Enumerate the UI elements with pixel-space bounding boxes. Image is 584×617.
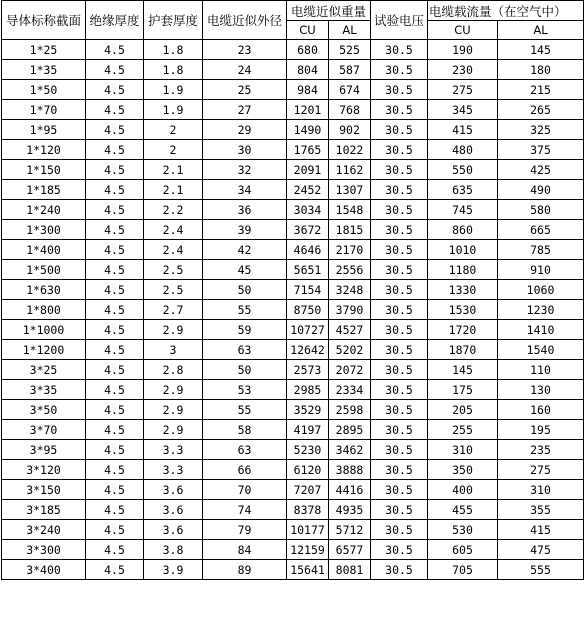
conductor-cell: 1*95 <box>2 120 86 140</box>
insulation-cell: 4.5 <box>86 360 144 380</box>
ampacity-cu-cell: 705 <box>428 560 498 580</box>
table-row <box>2 460 584 480</box>
outer-diameter-cell: 70 <box>203 480 287 500</box>
sheath-cell: 3.8 <box>144 540 203 560</box>
ampacity-cu-cell: 605 <box>428 540 498 560</box>
conductor-cell: 1*50 <box>2 80 86 100</box>
insulation-cell: 4.5 <box>86 320 144 340</box>
outer-diameter-cell: 59 <box>203 320 287 340</box>
ampacity-cu-cell: 1330 <box>428 280 498 300</box>
insulation-cell: 4.5 <box>86 120 144 140</box>
test-voltage-cell: 30.5 <box>371 180 428 200</box>
table-row <box>2 140 584 160</box>
weight-cu-cell: 2452 <box>287 180 329 200</box>
ampacity-al-cell: 180 <box>498 60 584 80</box>
weight-cu-cell: 7154 <box>287 280 329 300</box>
insulation-cell: 4.5 <box>86 480 144 500</box>
insulation-cell: 4.5 <box>86 100 144 120</box>
weight-al-cell: 4527 <box>329 320 371 340</box>
test-voltage-cell: 30.5 <box>371 420 428 440</box>
outer-diameter-cell: 32 <box>203 160 287 180</box>
table-row <box>2 40 584 60</box>
weight-cu-cell: 1765 <box>287 140 329 160</box>
test-voltage-cell: 30.5 <box>371 160 428 180</box>
insulation-cell: 4.5 <box>86 40 144 60</box>
conductor-cell: 3*120 <box>2 460 86 480</box>
weight-al-cell: 4416 <box>329 480 371 500</box>
ampacity-al-cell: 145 <box>498 40 584 60</box>
sheath-cell: 2 <box>144 140 203 160</box>
outer-diameter-cell: 74 <box>203 500 287 520</box>
ampacity-cu-cell: 480 <box>428 140 498 160</box>
sheath-cell: 2.2 <box>144 200 203 220</box>
table-row <box>2 240 584 260</box>
table-row <box>2 380 584 400</box>
sheath-cell: 1.8 <box>144 40 203 60</box>
weight-cu-cell: 1201 <box>287 100 329 120</box>
outer-diameter-cell: 42 <box>203 240 287 260</box>
weight-al-cell: 2072 <box>329 360 371 380</box>
outer-diameter-cell: 50 <box>203 360 287 380</box>
test-voltage-cell: 30.5 <box>371 300 428 320</box>
sheath-cell: 1.9 <box>144 80 203 100</box>
insulation-cell: 4.5 <box>86 160 144 180</box>
insulation-cell: 4.5 <box>86 140 144 160</box>
outer-diameter-cell: 34 <box>203 180 287 200</box>
weight-cu-cell: 10177 <box>287 520 329 540</box>
outer-diameter-cell: 55 <box>203 300 287 320</box>
conductor-cell: 1*800 <box>2 300 86 320</box>
table-row <box>2 280 584 300</box>
weight-cu-cell: 804 <box>287 60 329 80</box>
sheath-cell: 2.5 <box>144 280 203 300</box>
weight-cu-cell: 4646 <box>287 240 329 260</box>
table-row <box>2 500 584 520</box>
conductor-cell: 3*25 <box>2 360 86 380</box>
ampacity-al-cell: 665 <box>498 220 584 240</box>
test-voltage-cell: 30.5 <box>371 520 428 540</box>
header-ampacity-al: AL <box>498 21 584 40</box>
test-voltage-cell: 30.5 <box>371 140 428 160</box>
ampacity-cu-cell: 1180 <box>428 260 498 280</box>
table-row <box>2 160 584 180</box>
insulation-cell: 4.5 <box>86 240 144 260</box>
outer-diameter-cell: 30 <box>203 140 287 160</box>
sheath-cell: 1.9 <box>144 100 203 120</box>
insulation-cell: 4.5 <box>86 80 144 100</box>
header-weight-cu: CU <box>287 21 329 40</box>
test-voltage-cell: 30.5 <box>371 120 428 140</box>
outer-diameter-cell: 45 <box>203 260 287 280</box>
table-row <box>2 540 584 560</box>
outer-diameter-cell: 50 <box>203 280 287 300</box>
outer-diameter-cell: 53 <box>203 380 287 400</box>
outer-diameter-cell: 55 <box>203 400 287 420</box>
weight-al-cell: 674 <box>329 80 371 100</box>
conductor-cell: 3*185 <box>2 500 86 520</box>
ampacity-cu-cell: 455 <box>428 500 498 520</box>
weight-al-cell: 2556 <box>329 260 371 280</box>
ampacity-al-cell: 555 <box>498 560 584 580</box>
test-voltage-cell: 30.5 <box>371 60 428 80</box>
weight-al-cell: 6577 <box>329 540 371 560</box>
insulation-cell: 4.5 <box>86 440 144 460</box>
weight-al-cell: 1815 <box>329 220 371 240</box>
test-voltage-cell: 30.5 <box>371 320 428 340</box>
ampacity-al-cell: 265 <box>498 100 584 120</box>
weight-cu-cell: 1490 <box>287 120 329 140</box>
header-test-voltage: 试验电压 <box>371 1 428 40</box>
outer-diameter-cell: 89 <box>203 560 287 580</box>
ampacity-cu-cell: 345 <box>428 100 498 120</box>
ampacity-cu-cell: 255 <box>428 420 498 440</box>
conductor-cell: 1*500 <box>2 260 86 280</box>
conductor-cell: 3*95 <box>2 440 86 460</box>
conductor-cell: 1*35 <box>2 60 86 80</box>
outer-diameter-cell: 84 <box>203 540 287 560</box>
ampacity-cu-cell: 1010 <box>428 240 498 260</box>
insulation-cell: 4.5 <box>86 540 144 560</box>
table-row <box>2 440 584 460</box>
weight-cu-cell: 4197 <box>287 420 329 440</box>
insulation-cell: 4.5 <box>86 280 144 300</box>
ampacity-cu-cell: 745 <box>428 200 498 220</box>
ampacity-cu-cell: 230 <box>428 60 498 80</box>
sheath-cell: 2.1 <box>144 160 203 180</box>
conductor-cell: 1*300 <box>2 220 86 240</box>
table-row <box>2 180 584 200</box>
ampacity-al-cell: 415 <box>498 520 584 540</box>
insulation-cell: 4.5 <box>86 420 144 440</box>
ampacity-cu-cell: 1870 <box>428 340 498 360</box>
insulation-cell: 4.5 <box>86 380 144 400</box>
weight-al-cell: 5202 <box>329 340 371 360</box>
table-row <box>2 120 584 140</box>
table-row <box>2 480 584 500</box>
ampacity-al-cell: 130 <box>498 380 584 400</box>
weight-al-cell: 1162 <box>329 160 371 180</box>
insulation-cell: 4.5 <box>86 400 144 420</box>
conductor-cell: 3*400 <box>2 560 86 580</box>
ampacity-al-cell: 425 <box>498 160 584 180</box>
ampacity-cu-cell: 860 <box>428 220 498 240</box>
weight-al-cell: 1022 <box>329 140 371 160</box>
weight-cu-cell: 8378 <box>287 500 329 520</box>
conductor-cell: 1*120 <box>2 140 86 160</box>
ampacity-al-cell: 490 <box>498 180 584 200</box>
ampacity-cu-cell: 350 <box>428 460 498 480</box>
sheath-cell: 3.9 <box>144 560 203 580</box>
weight-al-cell: 3790 <box>329 300 371 320</box>
ampacity-al-cell: 160 <box>498 400 584 420</box>
table-row <box>2 340 584 360</box>
insulation-cell: 4.5 <box>86 300 144 320</box>
test-voltage-cell: 30.5 <box>371 260 428 280</box>
weight-al-cell: 2334 <box>329 380 371 400</box>
ampacity-al-cell: 785 <box>498 240 584 260</box>
test-voltage-cell: 30.5 <box>371 560 428 580</box>
weight-al-cell: 768 <box>329 100 371 120</box>
table-row <box>2 420 584 440</box>
ampacity-al-cell: 215 <box>498 80 584 100</box>
insulation-cell: 4.5 <box>86 560 144 580</box>
test-voltage-cell: 30.5 <box>371 480 428 500</box>
conductor-cell: 1*70 <box>2 100 86 120</box>
test-voltage-cell: 30.5 <box>371 100 428 120</box>
weight-cu-cell: 2091 <box>287 160 329 180</box>
table-row <box>2 100 584 120</box>
sheath-cell: 3.6 <box>144 480 203 500</box>
ampacity-al-cell: 325 <box>498 120 584 140</box>
weight-cu-cell: 2573 <box>287 360 329 380</box>
conductor-cell: 3*70 <box>2 420 86 440</box>
weight-al-cell: 4935 <box>329 500 371 520</box>
outer-diameter-cell: 23 <box>203 40 287 60</box>
test-voltage-cell: 30.5 <box>371 80 428 100</box>
ampacity-al-cell: 1540 <box>498 340 584 360</box>
ampacity-cu-cell: 1720 <box>428 320 498 340</box>
sheath-cell: 3.3 <box>144 460 203 480</box>
header-conductor: 导体标称截面 <box>2 1 86 40</box>
weight-al-cell: 525 <box>329 40 371 60</box>
sheath-cell: 2 <box>144 120 203 140</box>
weight-al-cell: 3248 <box>329 280 371 300</box>
outer-diameter-cell: 27 <box>203 100 287 120</box>
conductor-cell: 1*630 <box>2 280 86 300</box>
insulation-cell: 4.5 <box>86 60 144 80</box>
ampacity-al-cell: 1410 <box>498 320 584 340</box>
ampacity-al-cell: 475 <box>498 540 584 560</box>
weight-cu-cell: 3034 <box>287 200 329 220</box>
table-row <box>2 60 584 80</box>
ampacity-cu-cell: 635 <box>428 180 498 200</box>
ampacity-al-cell: 375 <box>498 140 584 160</box>
weight-cu-cell: 3529 <box>287 400 329 420</box>
sheath-cell: 3.6 <box>144 500 203 520</box>
insulation-cell: 4.5 <box>86 500 144 520</box>
test-voltage-cell: 30.5 <box>371 340 428 360</box>
weight-al-cell: 902 <box>329 120 371 140</box>
ampacity-al-cell: 580 <box>498 200 584 220</box>
weight-cu-cell: 7207 <box>287 480 329 500</box>
outer-diameter-cell: 24 <box>203 60 287 80</box>
table-row <box>2 260 584 280</box>
insulation-cell: 4.5 <box>86 260 144 280</box>
weight-cu-cell: 3672 <box>287 220 329 240</box>
sheath-cell: 2.9 <box>144 380 203 400</box>
header-sheath: 护套厚度 <box>144 1 203 40</box>
ampacity-al-cell: 310 <box>498 480 584 500</box>
conductor-cell: 1*185 <box>2 180 86 200</box>
weight-al-cell: 587 <box>329 60 371 80</box>
weight-al-cell: 8081 <box>329 560 371 580</box>
outer-diameter-cell: 25 <box>203 80 287 100</box>
sheath-cell: 2.4 <box>144 240 203 260</box>
ampacity-al-cell: 275 <box>498 460 584 480</box>
outer-diameter-cell: 66 <box>203 460 287 480</box>
outer-diameter-cell: 63 <box>203 340 287 360</box>
conductor-cell: 3*240 <box>2 520 86 540</box>
sheath-cell: 3 <box>144 340 203 360</box>
conductor-cell: 3*300 <box>2 540 86 560</box>
weight-al-cell: 2895 <box>329 420 371 440</box>
weight-al-cell: 1307 <box>329 180 371 200</box>
header-ampacity: 电缆载流量（在空气中） <box>428 1 584 21</box>
sheath-cell: 2.7 <box>144 300 203 320</box>
test-voltage-cell: 30.5 <box>371 360 428 380</box>
ampacity-al-cell: 910 <box>498 260 584 280</box>
ampacity-cu-cell: 415 <box>428 120 498 140</box>
sheath-cell: 2.5 <box>144 260 203 280</box>
header-outer-diameter: 电缆近似外径 <box>203 1 287 40</box>
sheath-cell: 2.9 <box>144 420 203 440</box>
test-voltage-cell: 30.5 <box>371 400 428 420</box>
conductor-cell: 3*150 <box>2 480 86 500</box>
ampacity-al-cell: 235 <box>498 440 584 460</box>
table-row <box>2 560 584 580</box>
test-voltage-cell: 30.5 <box>371 280 428 300</box>
test-voltage-cell: 30.5 <box>371 440 428 460</box>
outer-diameter-cell: 63 <box>203 440 287 460</box>
outer-diameter-cell: 79 <box>203 520 287 540</box>
table-row <box>2 200 584 220</box>
ampacity-cu-cell: 550 <box>428 160 498 180</box>
outer-diameter-cell: 58 <box>203 420 287 440</box>
table-row <box>2 300 584 320</box>
sheath-cell: 2.9 <box>144 400 203 420</box>
insulation-cell: 4.5 <box>86 460 144 480</box>
sheath-cell: 2.4 <box>144 220 203 240</box>
insulation-cell: 4.5 <box>86 180 144 200</box>
weight-cu-cell: 680 <box>287 40 329 60</box>
sheath-cell: 2.8 <box>144 360 203 380</box>
ampacity-al-cell: 355 <box>498 500 584 520</box>
table-body <box>2 40 584 580</box>
weight-cu-cell: 6120 <box>287 460 329 480</box>
ampacity-al-cell: 110 <box>498 360 584 380</box>
weight-cu-cell: 12642 <box>287 340 329 360</box>
test-voltage-cell: 30.5 <box>371 500 428 520</box>
sheath-cell: 2.9 <box>144 320 203 340</box>
weight-cu-cell: 5230 <box>287 440 329 460</box>
ampacity-al-cell: 1060 <box>498 280 584 300</box>
test-voltage-cell: 30.5 <box>371 220 428 240</box>
conductor-cell: 1*1200 <box>2 340 86 360</box>
conductor-cell: 3*35 <box>2 380 86 400</box>
test-voltage-cell: 30.5 <box>371 460 428 480</box>
sheath-cell: 1.8 <box>144 60 203 80</box>
table-row <box>2 220 584 240</box>
ampacity-cu-cell: 275 <box>428 80 498 100</box>
weight-al-cell: 3888 <box>329 460 371 480</box>
test-voltage-cell: 30.5 <box>371 540 428 560</box>
weight-cu-cell: 10727 <box>287 320 329 340</box>
conductor-cell: 1*25 <box>2 40 86 60</box>
weight-cu-cell: 2985 <box>287 380 329 400</box>
ampacity-cu-cell: 1530 <box>428 300 498 320</box>
table-row <box>2 80 584 100</box>
test-voltage-cell: 30.5 <box>371 200 428 220</box>
sheath-cell: 3.3 <box>144 440 203 460</box>
ampacity-cu-cell: 530 <box>428 520 498 540</box>
ampacity-cu-cell: 205 <box>428 400 498 420</box>
insulation-cell: 4.5 <box>86 340 144 360</box>
conductor-cell: 1*1000 <box>2 320 86 340</box>
table-row <box>2 400 584 420</box>
ampacity-cu-cell: 145 <box>428 360 498 380</box>
weight-al-cell: 2170 <box>329 240 371 260</box>
insulation-cell: 4.5 <box>86 520 144 540</box>
insulation-cell: 4.5 <box>86 220 144 240</box>
sheath-cell: 3.6 <box>144 520 203 540</box>
table-row <box>2 360 584 380</box>
table-row <box>2 320 584 340</box>
weight-cu-cell: 12159 <box>287 540 329 560</box>
conductor-cell: 1*240 <box>2 200 86 220</box>
test-voltage-cell: 30.5 <box>371 40 428 60</box>
header-weight: 电缆近似重量 <box>287 1 371 21</box>
weight-cu-cell: 15641 <box>287 560 329 580</box>
ampacity-cu-cell: 310 <box>428 440 498 460</box>
test-voltage-cell: 30.5 <box>371 380 428 400</box>
test-voltage-cell: 30.5 <box>371 240 428 260</box>
conductor-cell: 3*50 <box>2 400 86 420</box>
conductor-cell: 1*400 <box>2 240 86 260</box>
weight-al-cell: 3462 <box>329 440 371 460</box>
sheath-cell: 2.1 <box>144 180 203 200</box>
insulation-cell: 4.5 <box>86 200 144 220</box>
outer-diameter-cell: 39 <box>203 220 287 240</box>
weight-al-cell: 1548 <box>329 200 371 220</box>
conductor-cell: 1*150 <box>2 160 86 180</box>
weight-al-cell: 5712 <box>329 520 371 540</box>
weight-cu-cell: 984 <box>287 80 329 100</box>
header-weight-al: AL <box>329 21 371 40</box>
ampacity-al-cell: 1230 <box>498 300 584 320</box>
header-insulation: 绝缘厚度 <box>86 1 144 40</box>
weight-cu-cell: 8750 <box>287 300 329 320</box>
ampacity-cu-cell: 175 <box>428 380 498 400</box>
ampacity-cu-cell: 400 <box>428 480 498 500</box>
weight-al-cell: 2598 <box>329 400 371 420</box>
outer-diameter-cell: 36 <box>203 200 287 220</box>
table-row <box>2 520 584 540</box>
outer-diameter-cell: 29 <box>203 120 287 140</box>
ampacity-cu-cell: 190 <box>428 40 498 60</box>
weight-cu-cell: 5651 <box>287 260 329 280</box>
cable-spec-table <box>1 0 584 580</box>
header-ampacity-cu: CU <box>428 21 498 40</box>
ampacity-al-cell: 195 <box>498 420 584 440</box>
